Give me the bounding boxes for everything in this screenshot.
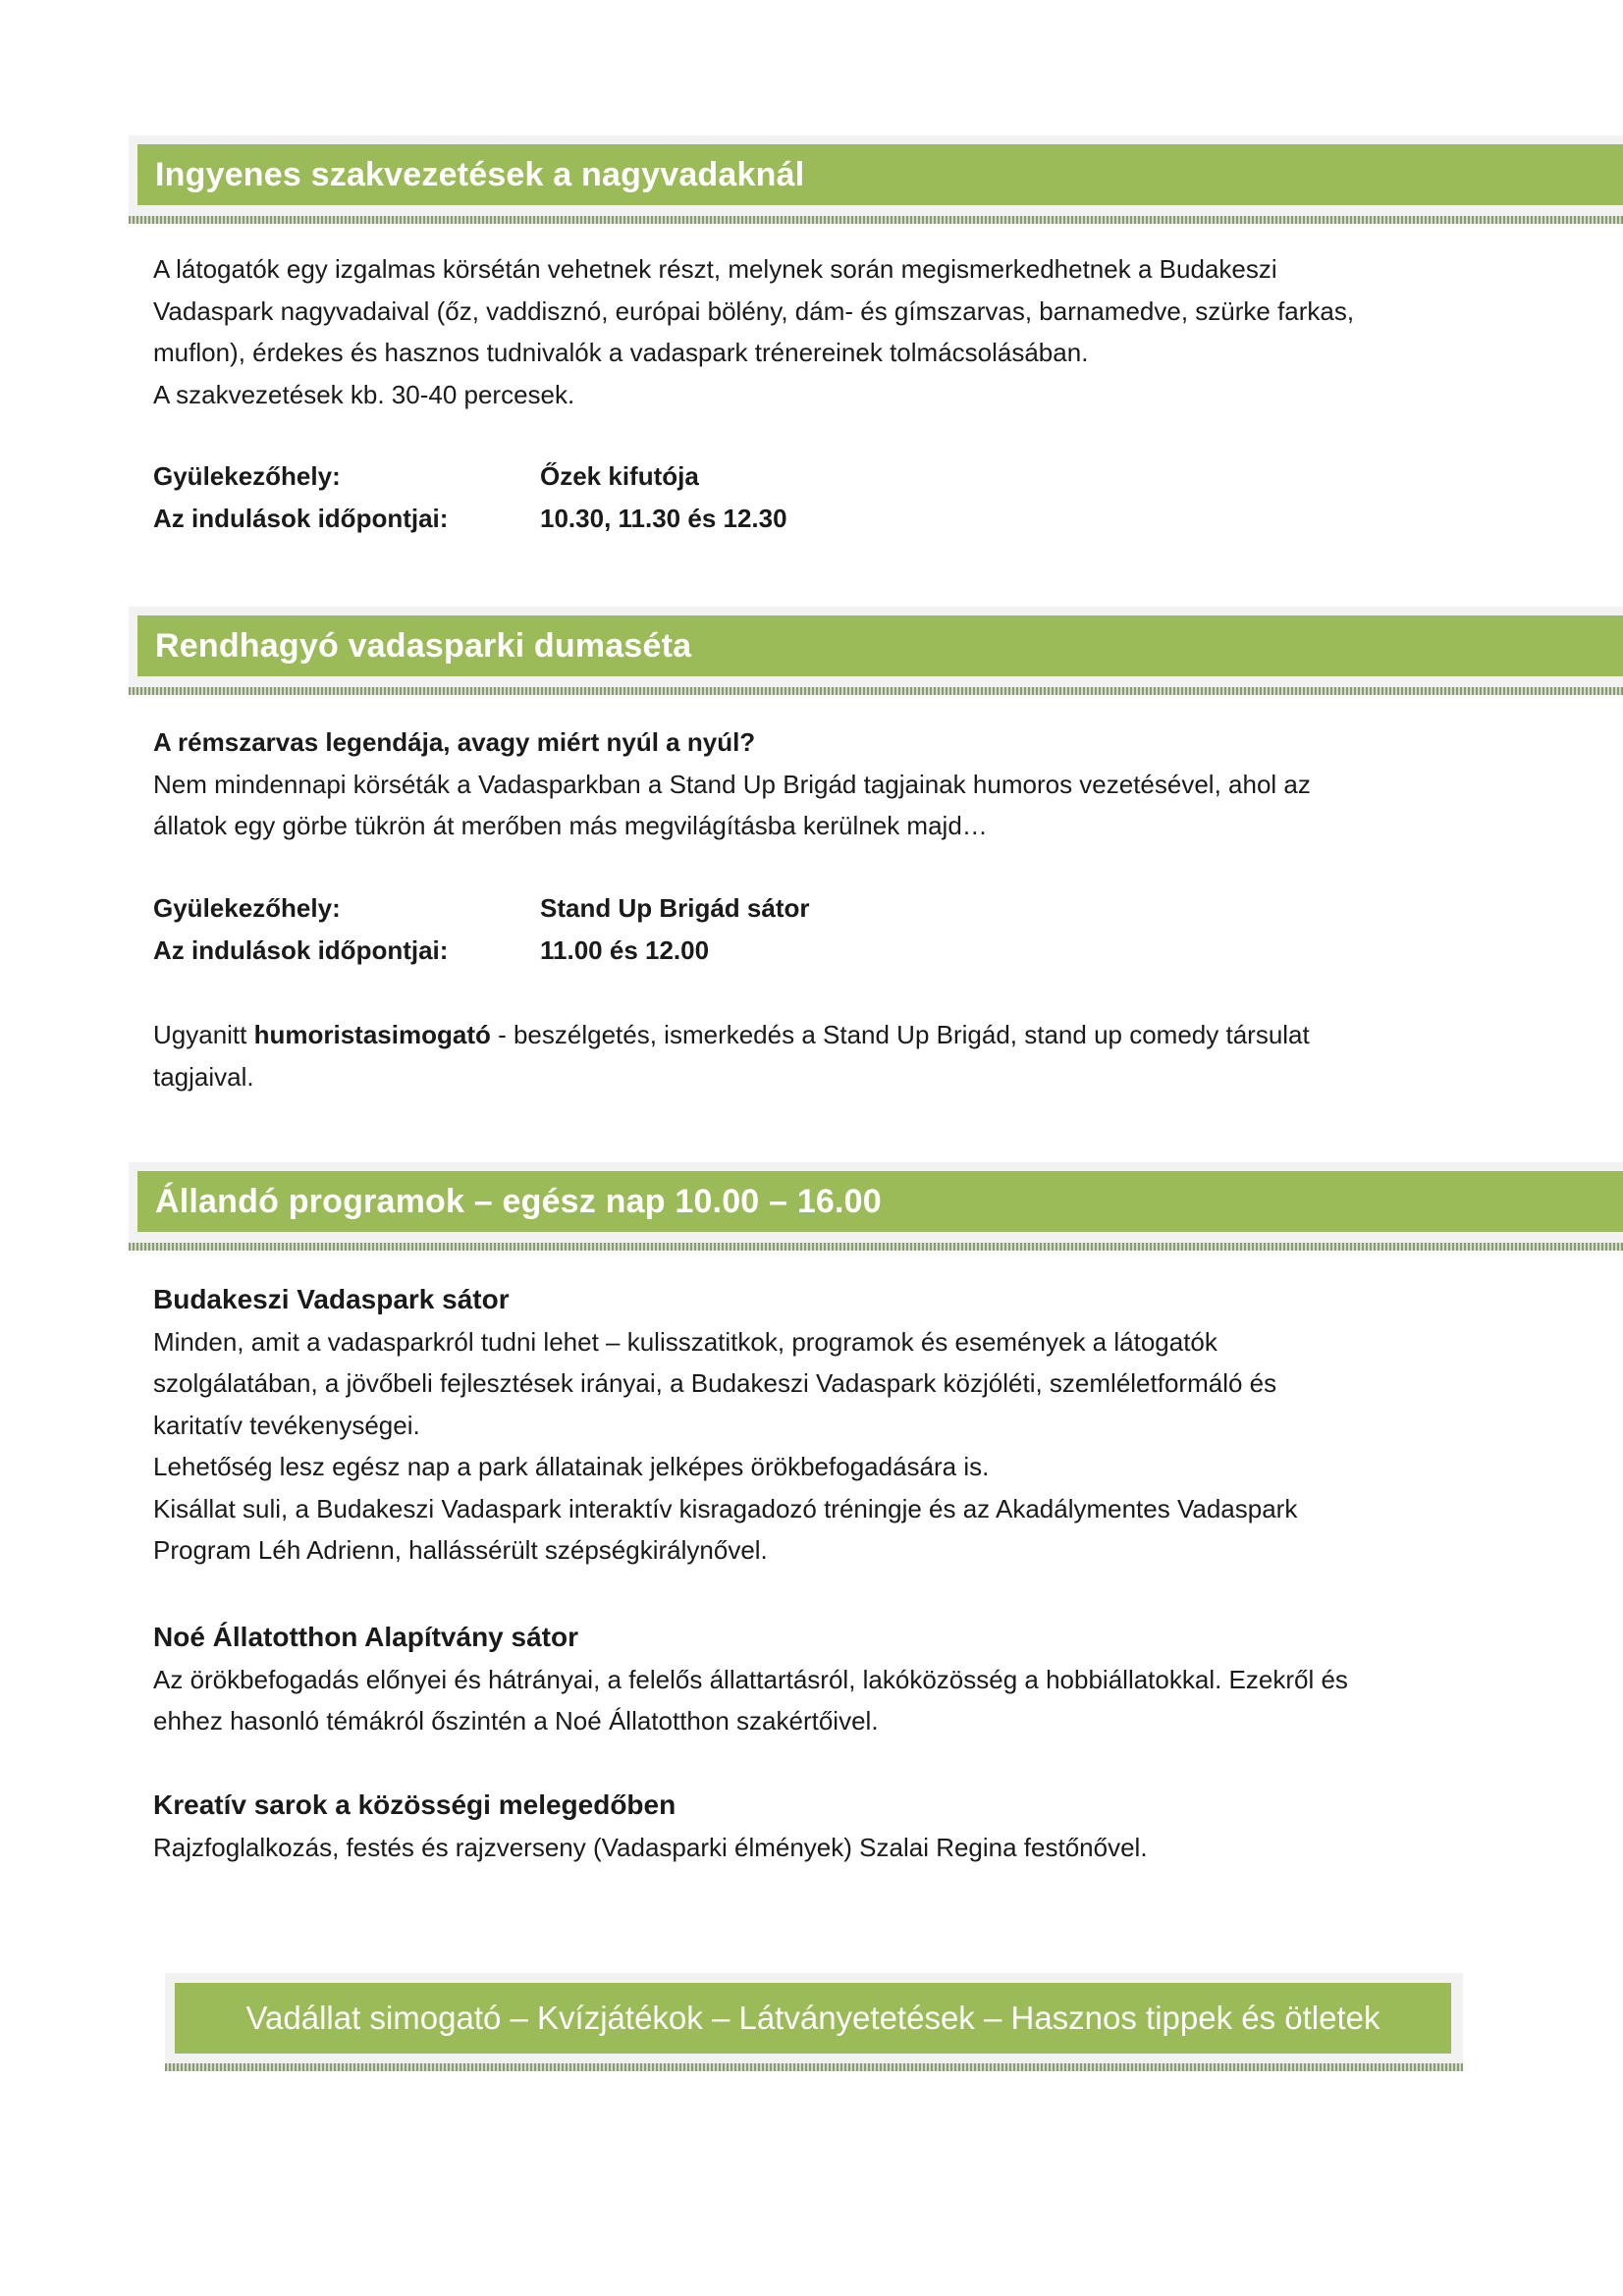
footer-banner-bar xyxy=(175,1983,1451,2054)
section-header-bar xyxy=(137,1171,1623,1232)
section-divider xyxy=(129,216,1623,224)
paragraph-line xyxy=(153,1014,1508,1056)
program-heading: Budakeszi Vadaspark sátor xyxy=(153,1284,510,1314)
section-divider xyxy=(129,1243,1623,1251)
program-heading: Noé Állatotthon Alapítvány sátor xyxy=(153,1622,579,1652)
paragraph-line: Minden, amit a vadasparkról tudni lehet – kulisszatitkok, programok és események a látogatók xyxy=(153,1326,1217,1357)
info-row-meeting-point xyxy=(153,455,1508,498)
info-value: 10.30, 11.30 és 12.30 xyxy=(540,504,787,533)
section-title: Ingyenes szakvezetések a nagyvadaknál xyxy=(155,155,805,193)
info-label: Az indulások időpontjai: xyxy=(153,504,449,533)
section-body-guided-tours xyxy=(153,248,1508,415)
paragraph-line: Kisállat suli, a Budakeszi Vadaspark interaktív kisragadozó tréningje és az Akadálymentes Vadaspark xyxy=(153,1493,1298,1523)
info-row-meeting-point xyxy=(153,887,1508,930)
section-header-bar xyxy=(137,144,1623,205)
paragraph-line: Az örökbefogadás előnyei és hátrányai, a felelős állattartásról, lakóközösség a hobbiállatokkal. Ezekről és xyxy=(153,1664,1348,1694)
footer-banner-text: Vadállat simogató – Kvízjátékok – Látványetetések – Hasznos tippek és ötletek xyxy=(245,2000,1380,2036)
program-item-creative-corner xyxy=(153,1785,1508,1868)
paragraph-line: állatok egy görbe tükrön át merőben más megvilágításba kerülnek majd… xyxy=(153,811,988,840)
paragraph-line: A látogatók egy izgalmas körsétán vehetnek részt, melynek során megismerkedhetnek a Budakeszi xyxy=(153,254,1277,284)
info-label: Gyülekezőhely: xyxy=(153,461,341,491)
paragraph-line: tagjaival. xyxy=(153,1061,254,1092)
paragraph-line: Vadaspark nagyvadaival (őz, vaddisznó, európai bölény, dám- és gímszarvas, barnamedve, szürke farkas, xyxy=(153,295,1355,326)
paragraph-line: ehhez hasonló témákról őszintén a Noé Állatotthon szakértőivel. xyxy=(153,1706,879,1735)
paragraph-line: Program Léh Adrienn, hallássérült szépségkirálynővel. xyxy=(153,1535,768,1565)
note-prefix: Ugyanitt xyxy=(153,1020,254,1049)
section-subtitle: A rémszarvas legendája, avagy miért nyúl a nyúl? xyxy=(153,727,756,757)
paragraph-line: karitatív tevékenységei. xyxy=(153,1410,420,1440)
info-value: 11.00 és 12.00 xyxy=(540,935,710,965)
paragraph-line: szolgálatában, a jövőbeli fejlesztések irányai, a Budakeszi Vadaspark közjóléti, szemléletformáló és xyxy=(153,1368,1277,1398)
section-title: Rendhagyó vadasparki dumaséta xyxy=(155,626,692,665)
info-label: Gyülekezőhely: xyxy=(153,893,341,923)
info-table-guided-tours xyxy=(153,455,1508,540)
section-header-permanent-programs xyxy=(129,1162,1623,1251)
note-highlight: humoristasimogató xyxy=(253,1020,491,1049)
section-divider xyxy=(129,687,1623,695)
footer-banner xyxy=(165,1973,1463,2071)
info-table-comedy-walk xyxy=(153,887,1508,972)
section-header-guided-tours xyxy=(129,135,1623,224)
info-label: Az indulások időpontjai: xyxy=(153,935,449,965)
paragraph-line: Lehetőség lesz egész nap a park állatainak jelképes örökbefogadására is. xyxy=(153,1452,990,1481)
paragraph-line: muflon), érdekes és hasznos tudnivalók a vadaspark trénereinek tolmácsolásában. xyxy=(153,338,1089,367)
note-suffix: - beszélgetés, ismerkedés a Stand Up Brigád, stand up comedy társulat xyxy=(490,1020,1310,1049)
section-title: Állandó programok – egész nap 10.00 – 16.00 xyxy=(155,1182,882,1220)
comedian-petting-note xyxy=(153,1014,1508,1097)
paragraph-line: Rajzfoglalkozás, festés és rajzverseny (Vadasparki élmények) Szalai Regina festőnővel. xyxy=(153,1832,1148,1862)
info-value: Stand Up Brigád sátor xyxy=(540,893,810,923)
paragraph-line: A szakvezetések kb. 30-40 percesek. xyxy=(153,379,575,409)
section-header-comedy-walk xyxy=(129,607,1623,695)
paragraph-line: Nem mindennapi körséták a Vadasparkban a Stand Up Brigád tagjainak humoros vezetésével, ahol az xyxy=(153,769,1311,799)
section-body-comedy-walk xyxy=(153,721,1508,847)
program-item-vadaspark-tent xyxy=(153,1279,1508,1572)
info-row-departure-times xyxy=(153,930,1508,972)
footer-divider xyxy=(165,2063,1463,2071)
info-row-departure-times xyxy=(153,498,1508,540)
program-item-noe-tent xyxy=(153,1617,1508,1742)
info-value: Őzek kifutója xyxy=(540,461,699,491)
section-header-bar xyxy=(137,615,1623,676)
program-heading: Kreatív sarok a közösségi melegedőben xyxy=(153,1789,676,1820)
